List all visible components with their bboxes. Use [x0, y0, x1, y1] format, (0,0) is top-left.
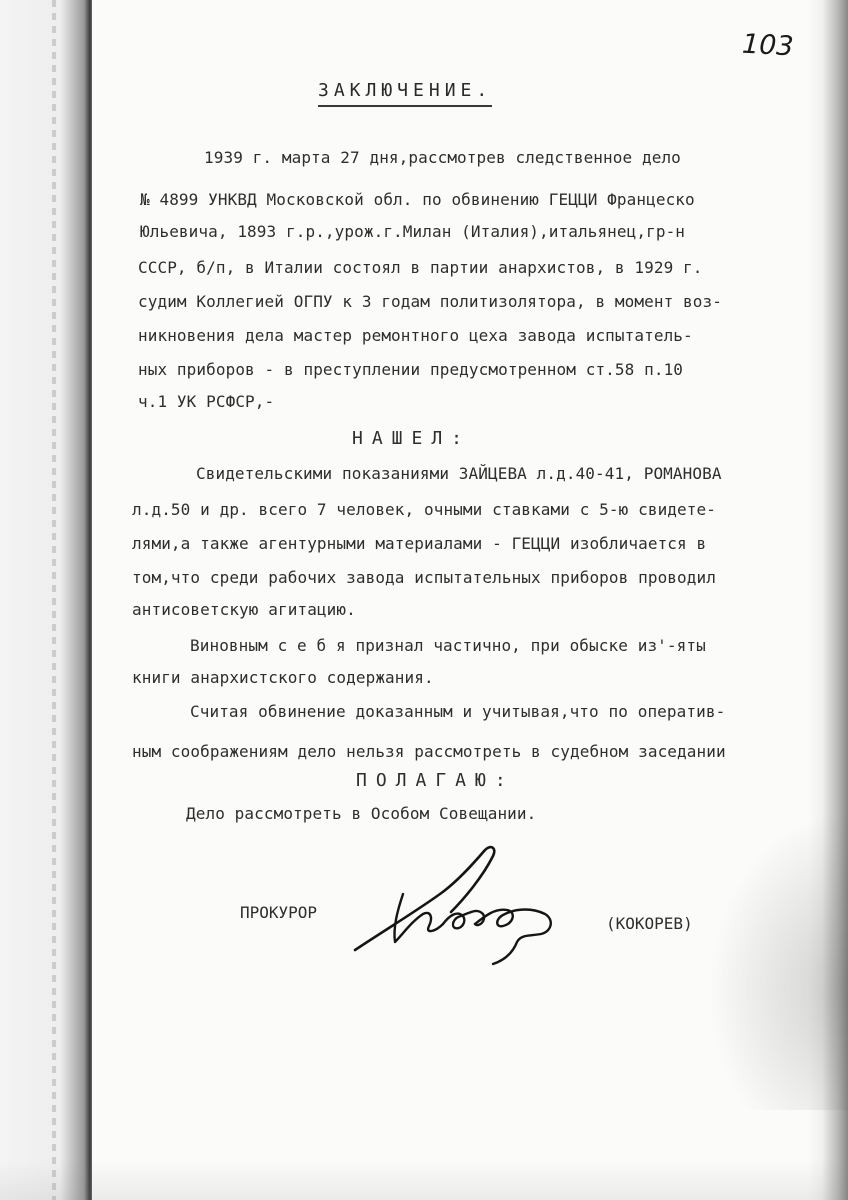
- intro-line-1: 1939 г. марта 27 дня,рассмотрев следственное дело: [204, 148, 681, 167]
- bottom-shadow: [0, 1160, 848, 1200]
- signatory-name: (КОКОРЕВ): [606, 914, 693, 933]
- found-line-1: Свидетельскими показаниями ЗАЙЦЕВА л.д.40-41, РОМАНОВА: [196, 464, 722, 483]
- found-line-6: Виновным с е б я признал частично, при обыске из'-яты: [190, 636, 706, 655]
- intro-line-4: СССР, б/п, в Италии состоял в партии анархистов, в 1929 г.: [138, 258, 703, 277]
- document-title: ЗАКЛЮЧЕНИЕ.: [318, 80, 492, 107]
- found-line-3: лями,а также агентурными материалами - ГЕЦЦИ изобличается в: [132, 534, 707, 553]
- scan-noise: [708, 810, 848, 1110]
- handwritten-signature-icon: [345, 842, 575, 972]
- intro-line-5: судим Коллегией ОГПУ к 3 годам политизолятора, в момент воз-: [138, 292, 722, 311]
- intro-line-2: № 4899 УНКВД Московской обл. по обвинению ГЕЦЦИ Францеско: [140, 190, 695, 209]
- heading-found: НАШЕЛ:: [352, 428, 472, 449]
- intro-line-3: Юльевича, 1893 г.р.,урож.г.Милан (Италия),итальянец,гр-н: [140, 222, 686, 241]
- found-line-9: ным соображениям дело нельзя рассмотреть в судебном заседании: [132, 742, 726, 761]
- signatory-title: ПРОКУРОР: [240, 903, 318, 922]
- found-line-8: Считая обвинение доказанным и учитывая,что по оператив-: [190, 702, 726, 721]
- page-number: 103: [741, 28, 795, 63]
- intro-line-7: ных приборов - в преступлении предусмотренном ст.58 п.10: [138, 360, 684, 379]
- found-line-4: том,что среди рабочих завода испытательных приборов проводил: [132, 568, 716, 587]
- intro-line-6: никновения дела мастер ремонтного цеха завода испытатель-: [138, 326, 693, 345]
- found-line-5: антисоветскую агитацию.: [132, 600, 356, 619]
- decision-line: Дело рассмотреть в Особом Совещании.: [186, 804, 537, 823]
- binding-shadow: [0, 0, 92, 1200]
- intro-line-8: ч.1 УК РСФСР,-: [138, 392, 275, 411]
- found-line-7: книги анархистского содержания.: [132, 668, 434, 687]
- heading-decision: ПОЛАГАЮ:: [356, 770, 515, 791]
- found-line-2: л.д.50 и др. всего 7 человек, очными ставками с 5-ю свидете-: [132, 500, 716, 519]
